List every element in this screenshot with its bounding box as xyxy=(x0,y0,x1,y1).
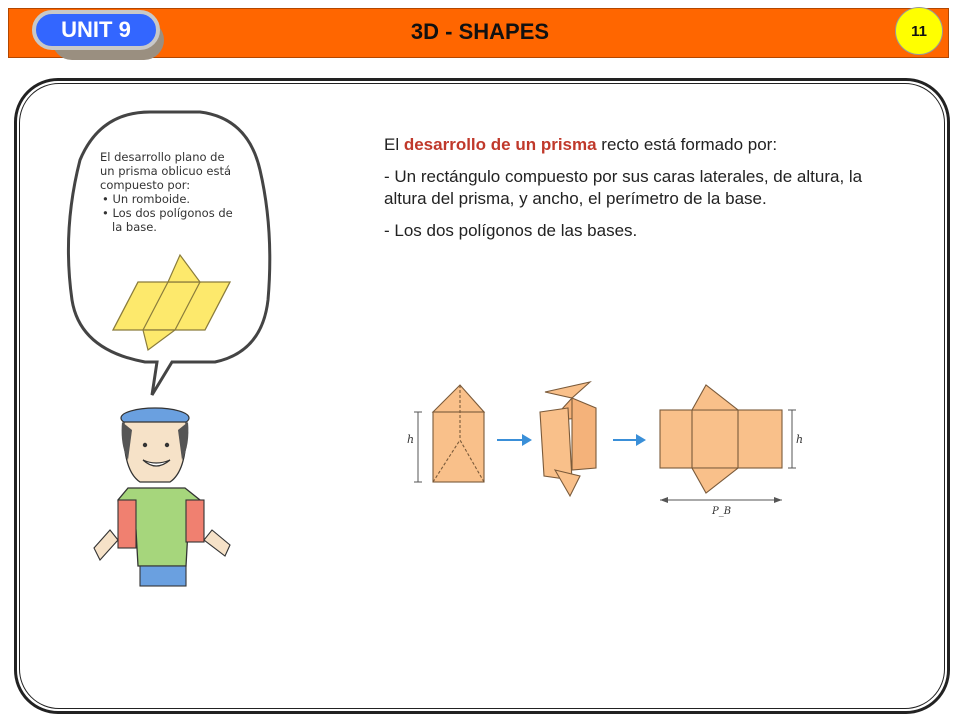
height-label-left: h xyxy=(407,433,415,446)
intro-line: El desarrollo de un prisma recto está formado por: xyxy=(384,135,778,154)
net-figure xyxy=(660,385,782,493)
bubble-item: • Los dos polígonos de la base. xyxy=(102,206,233,234)
bullet-lateral-faces: - Un rectángulo compuesto por sus caras laterales, de altura, la altura del prisma, y ancho, el perímetro de la base. xyxy=(384,167,863,208)
bubble-item: • Un romboide. xyxy=(102,192,191,206)
prism-figure xyxy=(433,385,484,482)
character-illustration xyxy=(94,408,230,586)
bubble-text xyxy=(100,150,240,234)
definition-text xyxy=(384,134,904,252)
bullet-bases: - Los dos polígonos de las bases. xyxy=(384,221,638,240)
bubble-intro: El desarrollo plano de un prisma oblicuo está compuesto por: xyxy=(100,150,232,192)
unit-badge: UNIT 9 xyxy=(32,10,160,50)
page-title: 3D - SHAPES xyxy=(410,19,550,44)
height-label-right: h xyxy=(796,433,804,446)
page-number-badge: 11 xyxy=(895,7,943,55)
unfolding-figure xyxy=(540,382,596,496)
perimeter-label: P_B xyxy=(712,506,732,517)
highlight-term: desarrollo de un prisma xyxy=(403,135,597,154)
